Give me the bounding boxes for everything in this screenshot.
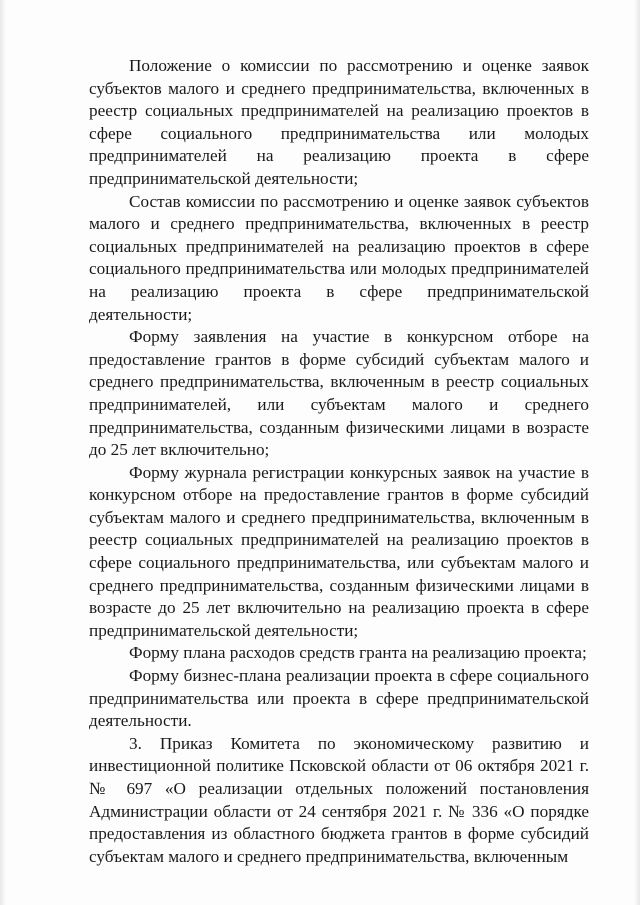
paragraph-registration-journal-form: Форму журнала регистрации конкурсных заявок на участие в конкурсном отборе на предоставление грантов в форме субсидий субъектам малого и среднего предпринимательства, включенным в реестр социальных предпринимателей на реализацию проектов в сфере социального предпринимательства, или субъектам малого и среднего предпринимательства, созданным физическими лицами в возрасте до 25 лет включительно на реализацию проекта в сфере предпринимательской деятельности; [89,462,589,640]
paragraph-item-3-order: 3. Приказ Комитета по экономическому развитию и инвестиционной политике Псковской области от 06 октября 2021 г. № 697 «О реализации отдельных положений постановления Администрации области от 24 сентября 2021 г. № 336 «О порядке предоставления из областного бюджета грантов в форме субсидий субъектам малого и среднего предпринимательства, включенным [89,733,589,866]
paragraph-application-form: Форму заявления на участие в конкурсном отборе на предоставление грантов в форме субсидий субъектам малого и среднего предпринимательства, включенным в реестр социальных предпринимателей, или субъектам малого и среднего предпринимательства, созданным физическими лицами в возрасте до 25 лет включительно; [89,327,589,460]
document-body [89,55,589,868]
scan-edge-right [634,0,640,905]
paragraph-business-plan-form: Форму бизнес-плана реализации проекта в сфере социального предпринимательства или проекта в сфере предпринимательской деятельности. [89,666,589,731]
scan-edge-left [0,0,6,905]
paragraph-commission-regulation: Положение о комиссии по рассмотрению и оценке заявок субъектов малого и среднего предпринимательства, включенных в реестр социальных предпринимателей на реализацию проектов в сфере социального предпринимательства или молодых предпринимателей на реализацию проекта в сфере предпринимательской деятельности; [89,56,589,188]
paragraph-commission-composition: Состав комиссии по рассмотрению и оценке заявок субъектов малого и среднего предпринимательства, включенных в реестр социальных предпринимателей на реализацию проектов в сфере социального предпринимательства или молодых предпринимателей на реализацию проекта в сфере предпринимательской деятельности; [89,191,589,324]
paragraph-expense-plan-form: Форму плана расходов средств гранта на реализацию проекта; [129,643,587,663]
